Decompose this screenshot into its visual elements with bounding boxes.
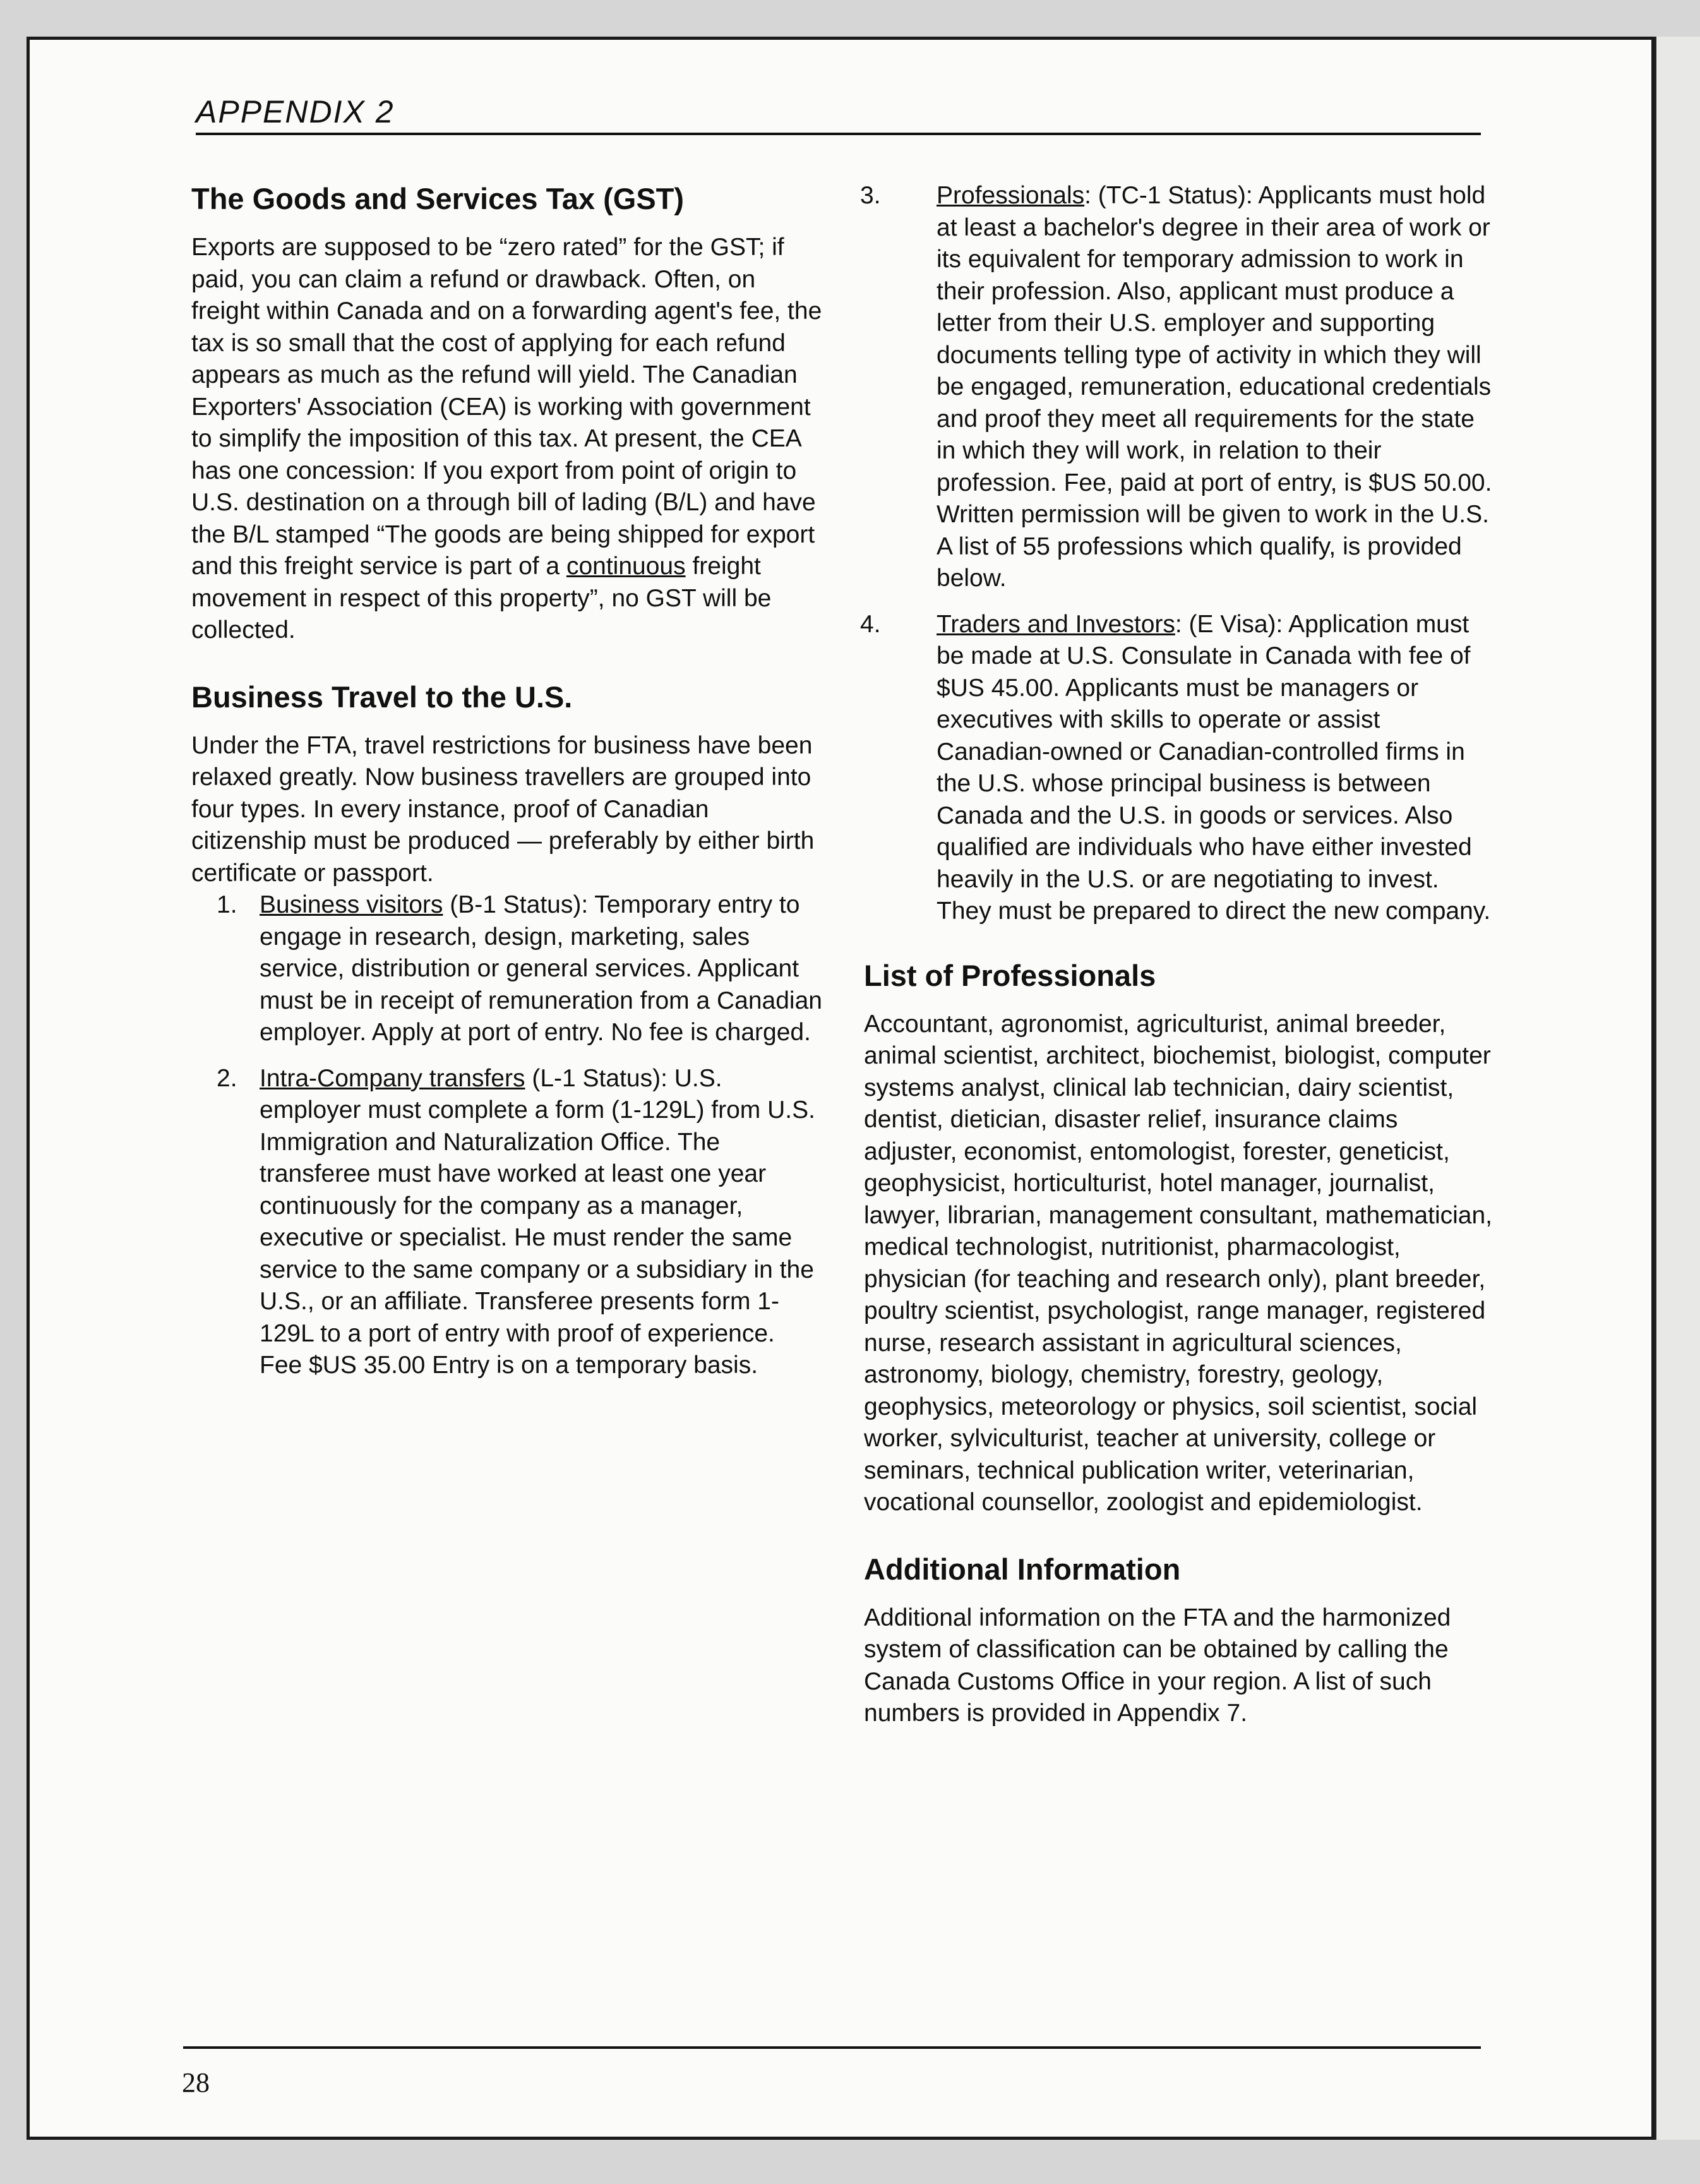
- item-title: Traders and Investors: [937, 610, 1175, 638]
- gst-paragraph: [191, 232, 823, 647]
- item-number: 2.: [217, 1064, 237, 1092]
- list-item: [191, 889, 823, 1049]
- left-column: [191, 180, 823, 1396]
- list-item: [860, 609, 1495, 928]
- item-text: (L-1 Status): U.S. employer must complete a form (1-129L) from U.S. Immigration and Naturalization Office. The transferee must have worked at least one year continuously for the company as a manager, executive or specialist. He must render the same service to the same company or a subsidiary in the U.S., or an affiliate. Transferee presents form 1-129L to a port of entry with proof of experience. Fee $US 35.00 Entry is on a temporary basis.: [260, 1064, 815, 1379]
- gst-heading: The Goods and Services Tax (GST): [191, 182, 685, 215]
- list-item: [860, 180, 1495, 595]
- gst-section: [191, 180, 823, 647]
- item-text: : (TC-1 Status): Applicants must hold at least a bachelor's degree in their area of work or its equivalent for temporary admission to work in their profession. Also, applicant must produce a letter from their U.S. employer and supporting documents telling type of activity in which they will be engaged, remuneration, educational credentials and proof they meet all requirements for the state in which they will work, in relation to their profession. Fee, paid at port of entry, is $US 50.00. Written permission will be given to work in the U.S. A list of 55 professions which qualify, is provided below.: [937, 182, 1492, 592]
- additional-info-heading: Additional Information: [864, 1552, 1181, 1586]
- right-column: [860, 180, 1495, 1761]
- additional-info-section: [864, 1551, 1495, 1730]
- item-number: 1.: [217, 891, 237, 918]
- gst-text-part2: freight movement in respect of this property”, no GST will be collected.: [191, 553, 772, 644]
- page-header: [196, 85, 1481, 135]
- business-travel-section: [191, 678, 823, 1382]
- additional-info-text: Additional information on the FTA and the harmonized system of classification can be obtained by calling the Canada Customs Office in your region. A list of such numbers is provided in Appendix 7.: [864, 1604, 1451, 1727]
- page-number: 28: [182, 2067, 210, 2098]
- item-number: 4.: [860, 610, 881, 638]
- item-title: Business visitors: [260, 891, 443, 918]
- footer-rule: [183, 2046, 1481, 2049]
- item-title: Professionals: [937, 182, 1085, 209]
- business-travel-heading: Business Travel to the U.S.: [191, 680, 573, 714]
- gst-text-underlined: continuous: [566, 553, 686, 580]
- item-text: : (E Visa): Application must be made at U.S. Consulate in Canada with fee of $US 45.00. Applicants must be managers or executives with skills to operate or assist Canadian-owned or Canadian-controlled firms in the U.S. whose principal business is between Canada and the U.S. in goods or services. Also qualified are individuals who have either invested heavily in the U.S. or are negotiating to invest. They must be prepared to direct the new company.: [937, 610, 1491, 925]
- professionals-list: Accountant, agronomist, agriculturist, animal breeder, animal scientist, architect, biochemist, biologist, computer systems analyst, clinical lab technician, dairy scientist, dentist, dietician, disaster relief, insurance claims adjuster, economist, entomologist, forester, geneticist, geophysicist, horticulturist, hotel manager, journalist, lawyer, librarian, management consultant, mathematician, medical technologist, nutritionist, pharmacologist, physician (for teaching and research only), plant breeder, poultry scientist, psychologist, range manager, registered nurse, research assistant in agricultural sciences, astronomy, biology, chemistry, forestry, geology, geophysics, meteorology or physics, soil scientist, social worker, sylviculturist, teacher at university, college or seminars, technical publication writer, veterinarian, vocational counsellor, zoologist and epidemiologist.: [864, 1010, 1492, 1516]
- professionals-section: [864, 957, 1495, 1519]
- item-title: Intra-Company transfers: [260, 1064, 525, 1092]
- item-number: 3.: [860, 182, 881, 209]
- professionals-heading: List of Professionals: [864, 958, 1156, 992]
- list-item: [191, 1063, 823, 1382]
- appendix-title: APPENDIX 2: [196, 94, 395, 129]
- adjacent-page-edge: [1655, 37, 1700, 2140]
- gst-text-part1: Exports are supposed to be “zero rated” for the GST; if paid, you can claim a refund or drawback. Often, on freight within Canada and on a forwarding agent's fee, the tax is so small that the cost of applying for each refund appears as much as the refund will yield. The Canadian Exporters' Association (CEA) is working with government to simplify the imposition of this tax. At present, the CEA has one concession: If you export from point of origin to U.S. destination on a through bill of lading (B/L) and have the B/L stamped “The goods are being shipped for export and this freight service is part of a: [191, 234, 822, 580]
- item-text: (B-1 Status): Temporary entry to engage in research, design, marketing, sales service, distribution or general services. Applicant must be in receipt of remuneration from a Canadian employer. Apply at port of entry. No fee is charged.: [260, 891, 822, 1046]
- business-travel-intro: Under the FTA, travel restrictions for business have been relaxed greatly. Now business travellers are grouped into four types. In every instance, proof of Canadian citizenship must be produced — preferably by either birth certificate or passport.: [191, 731, 815, 887]
